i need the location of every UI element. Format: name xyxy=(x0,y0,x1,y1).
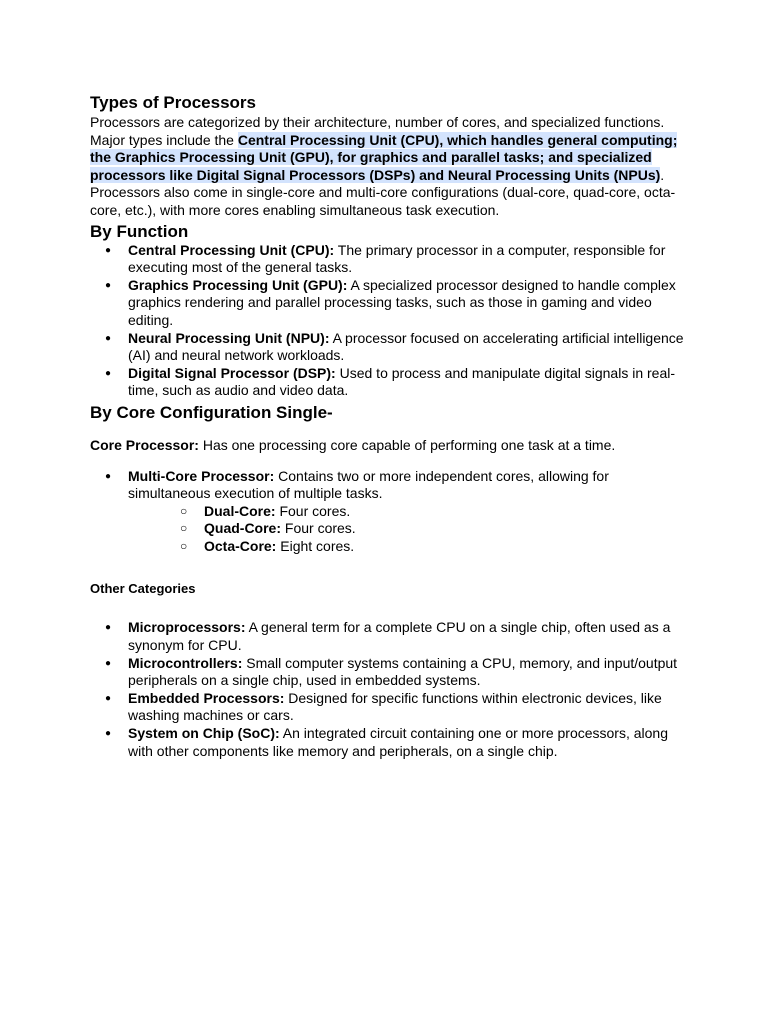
intro-highlighted-text[interactable]: Central Processing Unit (CPU), which handles general computing; the Graphics Processing Unit (GPU), for graphics and parallel tasks; and specialized processors like Digital Signal Processors (DSPs) and Neural Processing Units (NPUs) xyxy=(90,131,678,183)
item-label: Octa-Core: xyxy=(204,537,277,554)
item-label: Microcontrollers: xyxy=(128,654,243,671)
item-label: Quad-Core: xyxy=(204,520,281,537)
item-text: The primary processor in a computer, responsible for executing most of the general tasks. xyxy=(128,241,666,276)
sublist-item xyxy=(128,538,690,556)
item-text: Four cores. xyxy=(275,502,351,519)
list-item xyxy=(90,655,690,690)
sublist-item xyxy=(128,503,690,521)
list-item xyxy=(90,330,690,365)
item-label: Embedded Processors: xyxy=(128,689,285,706)
document-page xyxy=(90,92,690,760)
item-label: Core Processor: xyxy=(90,436,199,453)
list-item xyxy=(90,468,690,556)
item-text: A specialized processor designed to handle complex graphics rendering and parallel processing tasks, such as those in gaming and video editing. xyxy=(128,276,676,328)
item-label: Multi-Core Processor: xyxy=(128,467,275,484)
list-item xyxy=(90,242,690,277)
item-label: Digital Signal Processor (DSP): xyxy=(128,364,336,381)
intro-paragraph xyxy=(90,114,690,220)
by-function-list xyxy=(90,242,690,400)
item-label: Central Processing Unit (CPU): xyxy=(128,241,335,258)
item-text: Small computer systems containing a CPU, memory, and input/output peripherals on a single chip, used in embedded systems. xyxy=(128,654,678,689)
list-item xyxy=(90,365,690,400)
item-label: Neural Processing Unit (NPU): xyxy=(128,329,330,346)
item-text: A processor focused on accelerating artificial intelligence (AI) and neural network workloads. xyxy=(128,329,684,364)
item-text: An integrated circuit containing one or more processors, along with other components like memory and peripherals, on a single chip. xyxy=(128,725,669,759)
section-heading-by-function: By Function xyxy=(90,221,189,241)
list-item xyxy=(90,277,690,330)
item-label: Graphics Processing Unit (GPU): xyxy=(128,276,348,293)
core-config-list xyxy=(90,468,690,556)
item-text: Designed for specific functions within electronic devices, like washing machines or cars. xyxy=(128,689,662,724)
list-item xyxy=(90,619,690,654)
core-sublist xyxy=(128,503,690,556)
single-core-paragraph xyxy=(90,437,690,455)
item-text: Eight cores. xyxy=(276,537,355,554)
item-label: Microprocessors: xyxy=(128,619,246,636)
other-categories-list xyxy=(90,619,690,760)
sublist-item xyxy=(128,520,690,538)
list-item xyxy=(90,725,690,760)
section-heading-other-categories: Other Categories xyxy=(90,581,196,597)
item-label: Dual-Core: xyxy=(204,502,276,519)
item-label: System on Chip (SoC): xyxy=(128,725,280,742)
intro-text-after: . Processors also come in single-core and multi-core configurations (dual-core, quad-core, octa-core, etc.), with more cores enabling simultaneous task execution. xyxy=(90,166,676,218)
intro-text-before: Processors are categorized by their architecture, number of cores, and specialized functions. Major types include the xyxy=(90,114,665,148)
item-text: Has one processing core capable of performing one task at a time. xyxy=(198,436,616,453)
item-text: A general term for a complete CPU on a single chip, often used as a synonym for CPU. xyxy=(128,619,671,654)
item-text: Four cores. xyxy=(281,520,356,537)
page-title: Types of Processors xyxy=(90,93,256,112)
section-heading-by-core: By Core Configuration Single- xyxy=(90,402,333,422)
list-item xyxy=(90,690,690,725)
item-text: Contains two or more independent cores, allowing for simultaneous execution of multiple tasks. xyxy=(128,467,609,502)
item-text: Used to process and manipulate digital signals in real-time, such as audio and video data. xyxy=(128,364,676,399)
